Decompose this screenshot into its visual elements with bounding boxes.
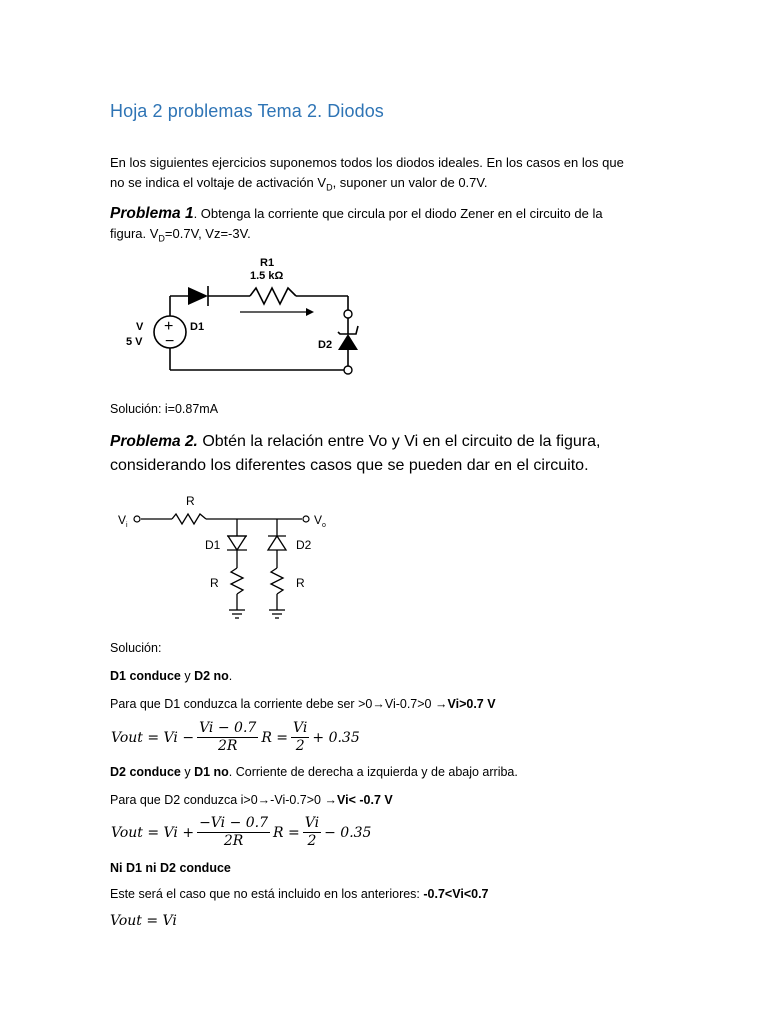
- zener-circuit-diagram: [110, 250, 380, 385]
- arrow-icon: →: [324, 793, 337, 807]
- problem1-label: Problema 1: [110, 205, 194, 222]
- arrow-icon: →: [434, 697, 448, 711]
- r1-value-label: 1.5 kΩ: [250, 270, 284, 282]
- case1-equation: Vout = Vi − $\frac{Vi - 0.7}{2R}$ R = $\frac{Vi}{2}$ + 0.35: [111, 720, 360, 754]
- case2-equation: Vout = Vi + $\frac{-Vi - 0.7}{2R}$ R = $\frac{Vi}{2}$ − 0.35: [111, 815, 372, 849]
- case3-heading: Ni D1 ni D2 conduce: [110, 861, 231, 875]
- r-top-label: R: [186, 494, 195, 508]
- source-value-label: 5 V: [126, 336, 143, 348]
- terminal-node: [344, 310, 352, 318]
- case1-heading: D1 conduce y D2 no.: [110, 669, 233, 683]
- case2-heading: D2 conduce y D1 no. Corriente de derecha a izquierda y de abajo arriba.: [110, 765, 518, 779]
- terminal-node: [344, 366, 352, 374]
- d2-label: D2: [296, 538, 312, 552]
- problem2-statement: Problema 2. Obtén la relación entre Vo y Vi en el circuito de la figura, considerando los diferentes casos que se pueden dar en el circuito.: [110, 433, 601, 474]
- diode-clipper-circuit-diagram: [110, 490, 340, 625]
- arrow-icon: →: [372, 697, 385, 711]
- r-right-label: R: [296, 576, 305, 590]
- diode-d1-icon: [188, 287, 208, 305]
- problem1-solution: Solución: i=0.87mA: [110, 402, 219, 416]
- case3-condition: Este será el caso que no está incluido en los anteriores: -0.7<Vi<0.7: [110, 887, 489, 901]
- arrow-icon: →: [257, 793, 271, 807]
- svg-text:+: +: [164, 318, 174, 335]
- problem2-solution-label: Solución:: [110, 641, 162, 655]
- vo-terminal: [303, 516, 309, 522]
- d1-label: D1: [190, 321, 205, 333]
- zener-diode-d2-icon: [338, 334, 358, 350]
- r1-name-label: R1: [260, 257, 275, 269]
- page-title: Hoja 2 problemas Tema 2. Diodos: [110, 101, 384, 121]
- intro-paragraph: [110, 153, 658, 198]
- case1-condition: Para que D1 conduzca la corriente debe ser >0→Vi-0.7>0 →Vi>0.7 V: [110, 697, 496, 711]
- intro-line-a: En los siguientes ejercicios suponemos todos los diodos ideales. En los casos en los que: [110, 155, 624, 170]
- case3-equation: Vout = Vi: [110, 913, 177, 929]
- case2-condition: Para que D2 conduzca i>0→-Vi-0.7>0 →Vi< -0.7 V: [110, 793, 393, 807]
- svg-text:−: −: [165, 333, 175, 350]
- problem2-label: Problema 2.: [110, 433, 198, 450]
- intro-line-b: no se indica el voltaje de activación $V_D$, suponer un valor de 0.7V.: [110, 175, 488, 193]
- d2-label: D2: [318, 339, 333, 351]
- vi-terminal: [134, 516, 140, 522]
- problem1-statement: Problema 1. Obtenga la corriente que circula por el diodo Zener en el circuito de la figura. $V_D=0.7V$, Vz=-3V.: [110, 205, 603, 244]
- current-arrow-icon: [306, 308, 314, 316]
- d1-label: D1: [205, 538, 221, 552]
- vo-label: $V_o$: [314, 513, 326, 529]
- source-name-label: V: [136, 321, 144, 333]
- r-left-label: R: [210, 576, 219, 590]
- vi-label: $V_i$: [118, 513, 128, 529]
